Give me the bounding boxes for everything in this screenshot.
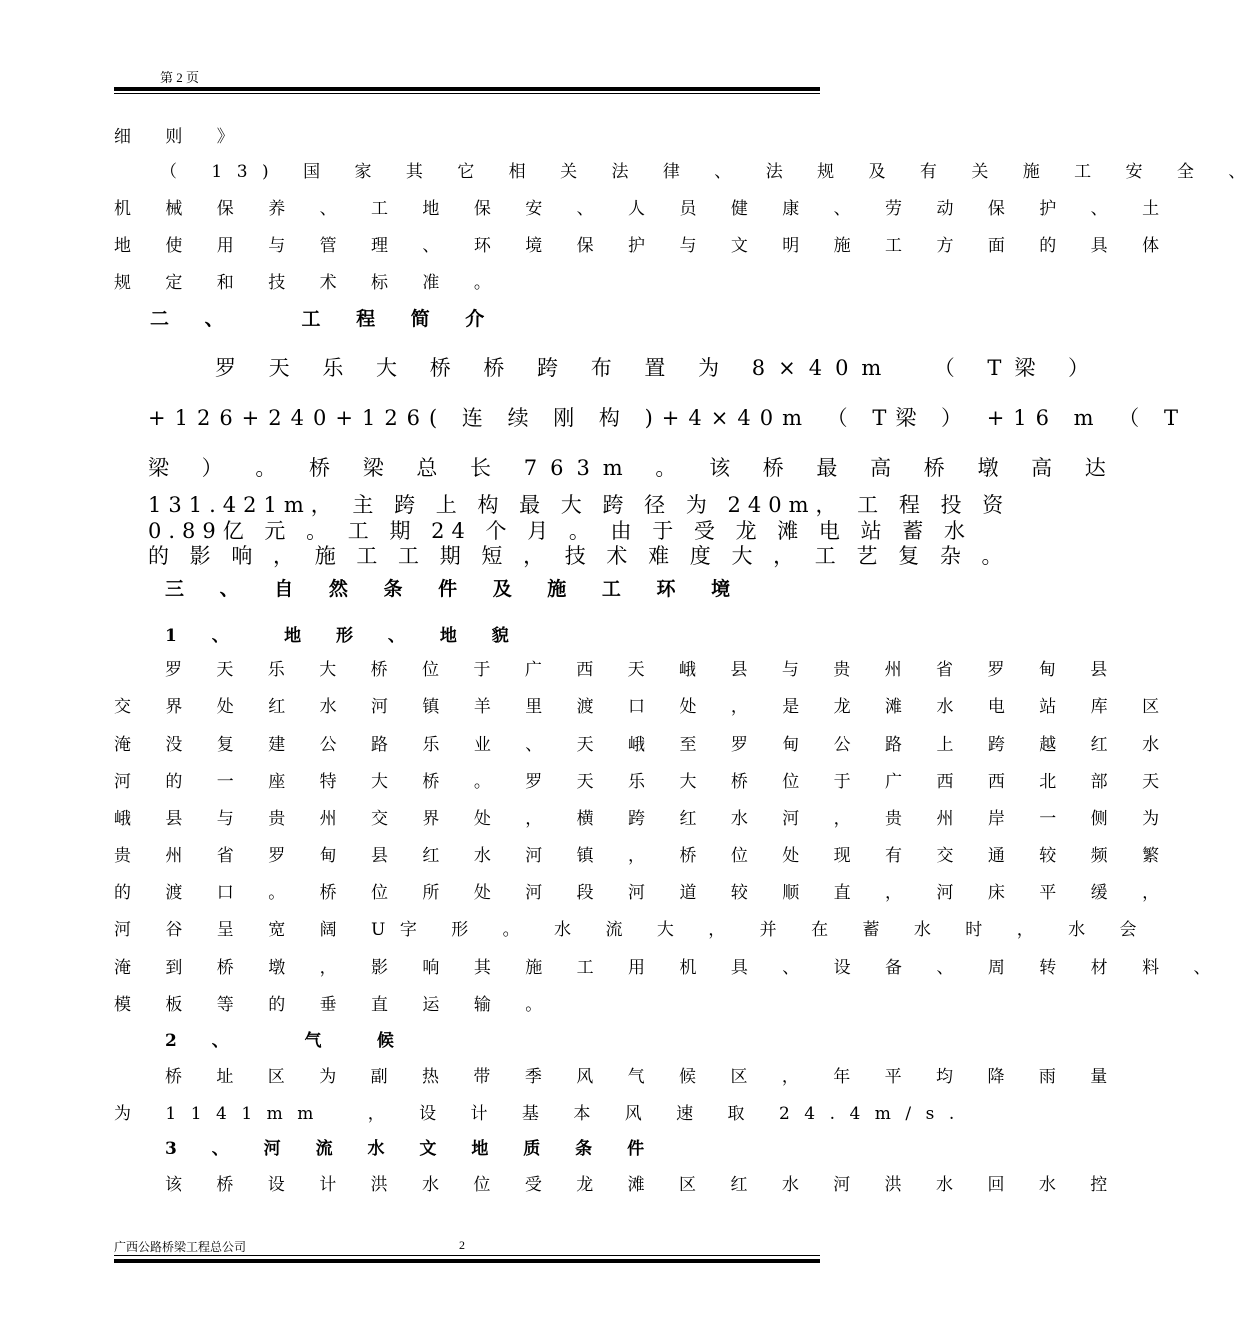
body-line: +126+240+126( 连 续 刚 构 )+4×40m （ T梁 ） +16 m （ T [148,406,1187,430]
header-rule [114,87,820,91]
subsection-heading: 3 、 河 流 水 文 地 质 条 件 [165,1139,659,1159]
footer-rule-thin [114,1255,820,1256]
footer-page-number: 2 [459,1238,465,1252]
body-line: 机 械 保 养 、 工 地 保 安 、 人 员 健 康 、 劳 动 保 护 、 土 [114,199,1174,219]
body-line: 罗 天 乐 大 桥 位 于 广 西 天 峨 县 与 贵 州 省 罗 甸 县 [165,660,1122,680]
body-line: 河 的 一 座 特 大 桥 。 罗 天 乐 大 桥 位 于 广 西 西 北 部 天 [114,772,1174,792]
body-line: 的 影 响 ， 施 工 工 期 短 ， 技 术 难 度 大 ， 工 艺 复 杂 。 [148,544,1010,568]
body-line: 细 则 》 [114,127,249,147]
body-line: 规 定 和 技 术 标 准 。 [114,273,506,293]
subsection-heading: 2 、 气 候 [165,1031,409,1051]
body-line: 的 渡 口 。 桥 位 所 处 河 段 河 道 较 顺 直 ， 河 床 平 缓 ， [114,883,1174,903]
body-line: 梁 ） 。 桥 梁 总 长 763m 。 该 桥 最 高 桥 墩 高 达 [148,456,1119,480]
body-line: 淹 到 桥 墩 ， 影 响 其 施 工 用 机 具 、 设 备 、 周 转 材 料 、 [114,958,1225,978]
footer-company: 广西公路桥梁工程总公司 [114,1240,247,1254]
body-line: 该 桥 设 计 洪 水 位 受 龙 滩 区 红 水 河 洪 水 回 水 控 [165,1175,1122,1195]
subsection-heading: 1 、 地 形 、 地 貌 [165,626,524,646]
footer-rule [114,1259,820,1263]
section-heading: 三 、 自 然 条 件 及 施 工 环 境 [165,578,745,600]
page-label: 第 2 页 [160,70,200,85]
body-line: 河 谷 呈 宽 阔 U字 形 。 水 流 大 ， 并 在 蓄 水 时 ， 水 会 [114,920,1151,940]
body-line: 0.89亿 元 。 工 期 24 个 月 。 由 于 受 龙 滩 电 站 蓄 水 [148,519,972,543]
body-line: 131.421m， 主 跨 上 构 最 大 跨 径 为 240m， 工 程 投 资 [148,493,1011,517]
body-line: 为 1141mm ， 设 计 基 本 风 速 取 24.4m/s. [114,1104,969,1124]
body-line: 模 板 等 的 垂 直 运 输 。 [114,995,557,1015]
body-line: 桥 址 区 为 副 热 带 季 风 气 候 区 ， 年 平 均 降 雨 量 [165,1067,1122,1087]
body-line: 峨 县 与 贵 州 交 界 处 ， 横 跨 红 水 河 ， 贵 州 岸 一 侧 为 [114,809,1174,829]
header-rule-thin [114,93,820,94]
body-line: 淹 没 复 建 公 路 乐 业 、 天 峨 至 罗 甸 公 路 上 跨 越 红 水 [114,735,1174,755]
body-line: 地 使 用 与 管 理 、 环 境 保 护 与 文 明 施 工 方 面 的 具 体 [114,236,1174,256]
section-heading: 二 、 工 程 简 介 [150,308,499,330]
body-line: 贵 州 省 罗 甸 县 红 水 河 镇 ， 桥 位 处 现 有 交 通 较 频 繁 [114,846,1174,866]
body-line: （ 13) 国 家 其 它 相 关 法 律 、 法 规 及 有 关 施 工 安 全 、 [160,162,1260,182]
body-line: 罗 天 乐 大 桥 桥 跨 布 置 为 8×40m （ T梁 ） [215,356,1103,380]
body-line: 交 界 处 红 水 河 镇 羊 里 渡 口 处 ， 是 龙 滩 水 电 站 库 区 [114,697,1174,717]
